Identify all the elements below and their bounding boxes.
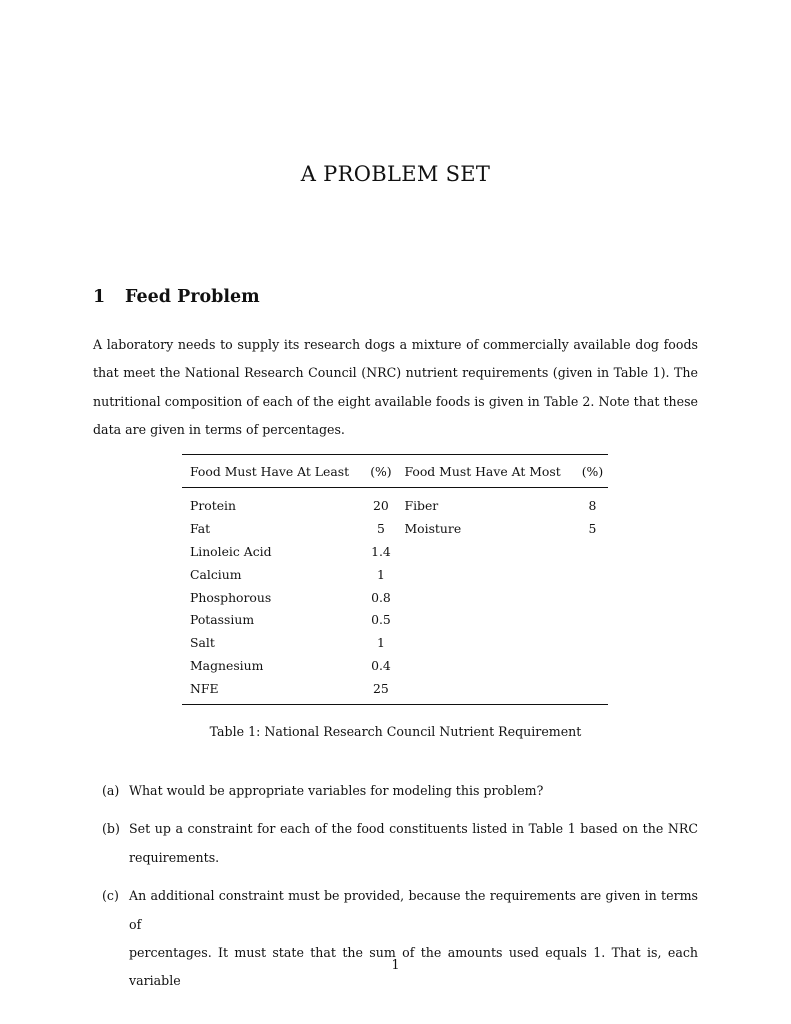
min-nutrient: Phosphorous (190, 589, 272, 605)
max-nutrient (396, 631, 572, 654)
table-row (182, 654, 608, 677)
question-label: (c) (102, 888, 119, 904)
min-percent: 5 (376, 520, 385, 536)
question-label: (b) (102, 821, 120, 837)
table-header-row (182, 455, 608, 488)
max-nutrient (396, 586, 572, 609)
header-at-most: Food Must Have At Most (396, 455, 572, 488)
max-percent: 5 (588, 520, 597, 536)
question-line: requirements. (129, 849, 220, 865)
max-nutrient (396, 563, 572, 586)
intro-line: A laboratory needs to supply its research dogs a mixture of commercially available dog foods (93, 337, 698, 352)
table-row (182, 677, 608, 704)
intro-paragraph (93, 331, 698, 445)
section-number: 1 (93, 287, 106, 307)
max-percent (573, 540, 608, 563)
intro-line: nutritional composition of each of the eight available foods is given in Table 2. Note that these (93, 393, 698, 409)
min-nutrient: NFE (182, 677, 361, 704)
question-item (93, 777, 698, 805)
min-percent: 1 (376, 635, 385, 651)
nrc-requirements-table (182, 454, 608, 705)
min-nutrient: Potassium (190, 612, 255, 628)
max-percent: 8 (588, 497, 597, 513)
question-line: What would be appropriate variables for modeling this problem? (129, 783, 544, 798)
min-percent: 20 (373, 497, 389, 513)
question-line: Set up a constraint for each of the food constituents listed in Table 1 based on the NRC (129, 821, 698, 837)
min-nutrient: Fat (190, 520, 211, 536)
document-title: A PROBLEM SET (300, 162, 491, 186)
intro-line: that meet the National Research Council (NRC) nutrient requirements (given in Table 1). The (93, 365, 698, 381)
section-heading (93, 287, 260, 307)
max-nutrient: Fiber (404, 497, 439, 513)
header-at-most-percent: (%) (573, 455, 608, 488)
min-nutrient: Magnesium (190, 658, 264, 674)
max-percent (573, 608, 608, 631)
table-row (182, 586, 608, 609)
min-nutrient: Salt (190, 635, 215, 651)
max-percent (573, 677, 608, 704)
table-row (182, 563, 608, 586)
table-caption: Table 1: National Research Council Nutrient Requirement (209, 724, 582, 739)
min-nutrient: Calcium (190, 566, 242, 582)
max-nutrient: Moisture (404, 520, 462, 536)
header-at-least-percent: (%) (361, 455, 396, 488)
min-percent: 0.4 (371, 658, 391, 674)
page-number: 1 (391, 957, 400, 972)
max-percent (573, 586, 608, 609)
max-nutrient (396, 608, 572, 631)
min-percent: 1 (376, 566, 385, 582)
max-nutrient (396, 677, 572, 704)
header-at-least: Food Must Have At Least (182, 455, 361, 488)
min-nutrient: Linoleic Acid (190, 543, 272, 559)
min-percent: 0.5 (371, 612, 391, 628)
max-nutrient (396, 654, 572, 677)
section-title: Feed Problem (125, 287, 260, 307)
table-row (182, 631, 608, 654)
question-item (93, 815, 698, 872)
max-percent (573, 654, 608, 677)
intro-line: data are given in terms of percentages. (93, 422, 345, 438)
table-row (182, 608, 608, 631)
max-percent (573, 631, 608, 654)
question-label: (a) (102, 783, 120, 798)
question-line: An additional constraint must be provided, because the requirements are given in terms of (129, 888, 698, 932)
min-percent: 0.8 (371, 589, 391, 605)
min-nutrient: Protein (190, 497, 236, 513)
table-row (182, 540, 608, 563)
question-item (93, 882, 698, 996)
max-percent (573, 563, 608, 586)
table-row (182, 517, 608, 540)
min-percent: 1.4 (371, 543, 391, 559)
min-percent: 25 (361, 677, 396, 704)
question-line: percentages. It must state that the sum of the amounts used equals 1. That is, each variable (129, 945, 698, 989)
table-row (182, 488, 608, 517)
max-nutrient (396, 540, 572, 563)
